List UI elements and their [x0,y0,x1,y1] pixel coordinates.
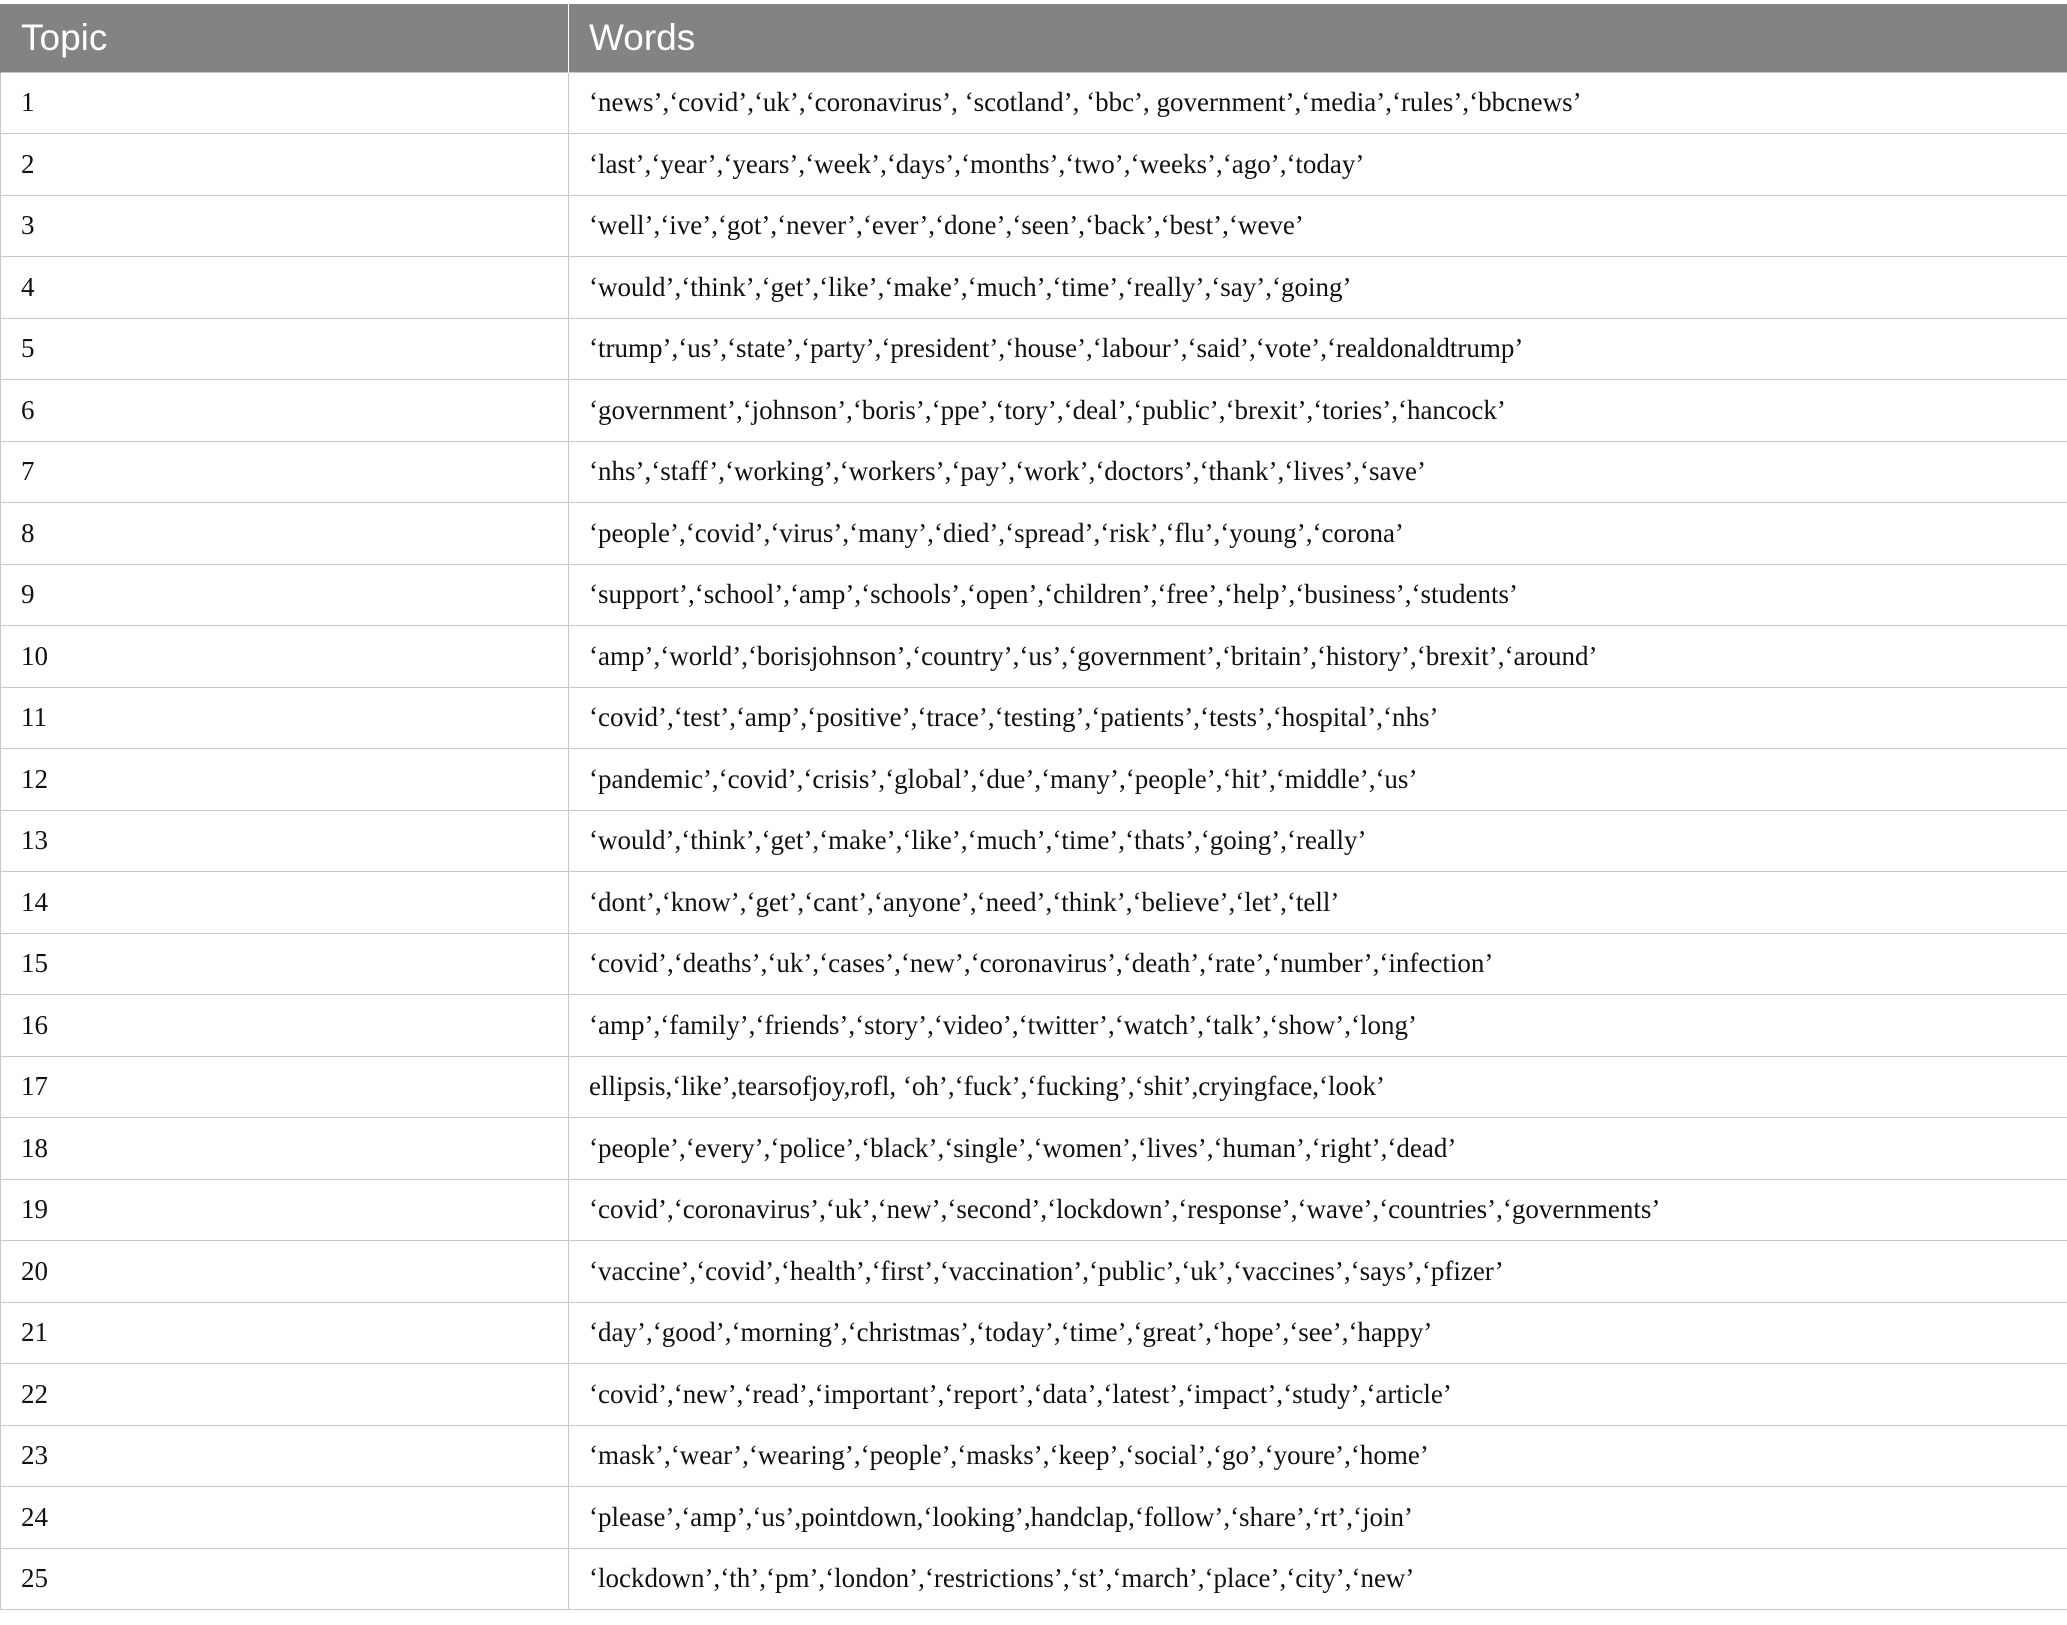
table-row [1,380,2067,442]
table-header [1,4,2067,72]
topic-cell: 21 [1,1302,569,1364]
topic-cell: 23 [1,1425,569,1487]
words-cell: ‘would’,‘think’,‘get’,‘like’,‘make’,‘much’,‘time’,‘really’,‘say’,‘going’ [569,257,2067,319]
topic-cell: 8 [1,503,569,565]
topic-cell: 22 [1,1364,569,1426]
topic-cell: 20 [1,1241,569,1303]
table-row [1,1548,2067,1610]
topic-cell: 7 [1,441,569,503]
topic-cell: 19 [1,1179,569,1241]
table-row [1,1302,2067,1364]
words-cell: ellipsis,‘like’,tearsofjoy,rofl, ‘oh’,‘fuck’,‘fucking’,‘shit’,cryingface,‘look’ [569,1056,2067,1118]
words-cell: ‘lockdown’,‘th’,‘pm’,‘london’,‘restrictions’,‘st’,‘march’,‘place’,‘city’,‘new’ [569,1548,2067,1610]
table-row [1,195,2067,257]
table-row [1,1056,2067,1118]
words-cell: ‘would’,‘think’,‘get’,‘make’,‘like’,‘much’,‘time’,‘thats’,‘going’,‘really’ [569,810,2067,872]
table-row [1,749,2067,811]
words-cell: ‘please’,‘amp’,‘us’,pointdown,‘looking’,handclap,‘follow’,‘share’,‘rt’,‘join’ [569,1487,2067,1549]
table-row [1,134,2067,196]
header-words: Words [569,4,2067,72]
topics-table-container [0,4,2067,1610]
header-row [1,4,2067,72]
topic-cell: 17 [1,1056,569,1118]
table-row [1,564,2067,626]
topic-cell: 6 [1,380,569,442]
words-cell: ‘day’,‘good’,‘morning’,‘christmas’,‘today’,‘time’,‘great’,‘hope’,‘see’,‘happy’ [569,1302,2067,1364]
topic-cell: 12 [1,749,569,811]
words-cell: ‘vaccine’,‘covid’,‘health’,‘first’,‘vaccination’,‘public’,‘uk’,‘vaccines’,‘says’,‘pfizer’ [569,1241,2067,1303]
table-row [1,810,2067,872]
topic-cell: 14 [1,872,569,934]
table-row [1,1364,2067,1426]
words-cell: ‘amp’,‘family’,‘friends’,‘story’,‘video’,‘twitter’,‘watch’,‘talk’,‘show’,‘long’ [569,995,2067,1057]
topic-cell: 2 [1,134,569,196]
table-row [1,318,2067,380]
words-cell: ‘amp’,‘world’,‘borisjohnson’,‘country’,‘us’,‘government’,‘britain’,‘history’,‘brexit’,‘around’ [569,626,2067,688]
words-cell: ‘last’,‘year’,‘years’,‘week’,‘days’,‘months’,‘two’,‘weeks’,‘ago’,‘today’ [569,134,2067,196]
table-row [1,933,2067,995]
topic-cell: 11 [1,687,569,749]
topic-cell: 5 [1,318,569,380]
words-cell: ‘mask’,‘wear’,‘wearing’,‘people’,‘masks’,‘keep’,‘social’,‘go’,‘youre’,‘home’ [569,1425,2067,1487]
topics-table [0,4,2067,1610]
words-cell: ‘covid’,‘test’,‘amp’,‘positive’,‘trace’,‘testing’,‘patients’,‘tests’,‘hospital’,‘nhs’ [569,687,2067,749]
topic-cell: 1 [1,72,569,134]
words-cell: ‘people’,‘every’,‘police’,‘black’,‘single’,‘women’,‘lives’,‘human’,‘right’,‘dead’ [569,1118,2067,1180]
words-cell: ‘covid’,‘new’,‘read’,‘important’,‘report’,‘data’,‘latest’,‘impact’,‘study’,‘article’ [569,1364,2067,1426]
topic-cell: 13 [1,810,569,872]
table-row [1,1425,2067,1487]
words-cell: ‘covid’,‘deaths’,‘uk’,‘cases’,‘new’,‘coronavirus’,‘death’,‘rate’,‘number’,‘infection’ [569,933,2067,995]
words-cell: ‘trump’,‘us’,‘state’,‘party’,‘president’,‘house’,‘labour’,‘said’,‘vote’,‘realdonaldtrump’ [569,318,2067,380]
words-cell: ‘nhs’,‘staff’,‘working’,‘workers’,‘pay’,‘work’,‘doctors’,‘thank’,‘lives’,‘save’ [569,441,2067,503]
words-cell: ‘pandemic’,‘covid’,‘crisis’,‘global’,‘due’,‘many’,‘people’,‘hit’,‘middle’,‘us’ [569,749,2067,811]
topic-cell: 18 [1,1118,569,1180]
words-cell: ‘people’,‘covid’,‘virus’,‘many’,‘died’,‘spread’,‘risk’,‘flu’,‘young’,‘corona’ [569,503,2067,565]
words-cell: ‘well’,‘ive’,‘got’,‘never’,‘ever’,‘done’,‘seen’,‘back’,‘best’,‘weve’ [569,195,2067,257]
table-row [1,872,2067,934]
words-cell: ‘covid’,‘coronavirus’,‘uk’,‘new’,‘second’,‘lockdown’,‘response’,‘wave’,‘countries’,‘governments’ [569,1179,2067,1241]
topic-cell: 16 [1,995,569,1057]
table-row [1,995,2067,1057]
table-row [1,441,2067,503]
table-row [1,72,2067,134]
table-row [1,1179,2067,1241]
table-row [1,1241,2067,1303]
table-row [1,687,2067,749]
table-row [1,1118,2067,1180]
words-cell: ‘news’,‘covid’,‘uk’,‘coronavirus’, ‘scotland’, ‘bbc’, government’,‘media’,‘rules’,‘bbcnews’ [569,72,2067,134]
table-row [1,1487,2067,1549]
table-row [1,626,2067,688]
topic-cell: 25 [1,1548,569,1610]
topic-cell: 24 [1,1487,569,1549]
topic-cell: 15 [1,933,569,995]
topic-cell: 3 [1,195,569,257]
header-topic: Topic [1,4,569,72]
topic-cell: 10 [1,626,569,688]
topic-cell: 4 [1,257,569,319]
words-cell: ‘government’,‘johnson’,‘boris’,‘ppe’,‘tory’,‘deal’,‘public’,‘brexit’,‘tories’,‘hancock’ [569,380,2067,442]
words-cell: ‘dont’,‘know’,‘get’,‘cant’,‘anyone’,‘need’,‘think’,‘believe’,‘let’,‘tell’ [569,872,2067,934]
table-row [1,503,2067,565]
topic-cell: 9 [1,564,569,626]
table-body [1,72,2067,1610]
words-cell: ‘support’,‘school’,‘amp’,‘schools’,‘open’,‘children’,‘free’,‘help’,‘business’,‘students’ [569,564,2067,626]
table-row [1,257,2067,319]
